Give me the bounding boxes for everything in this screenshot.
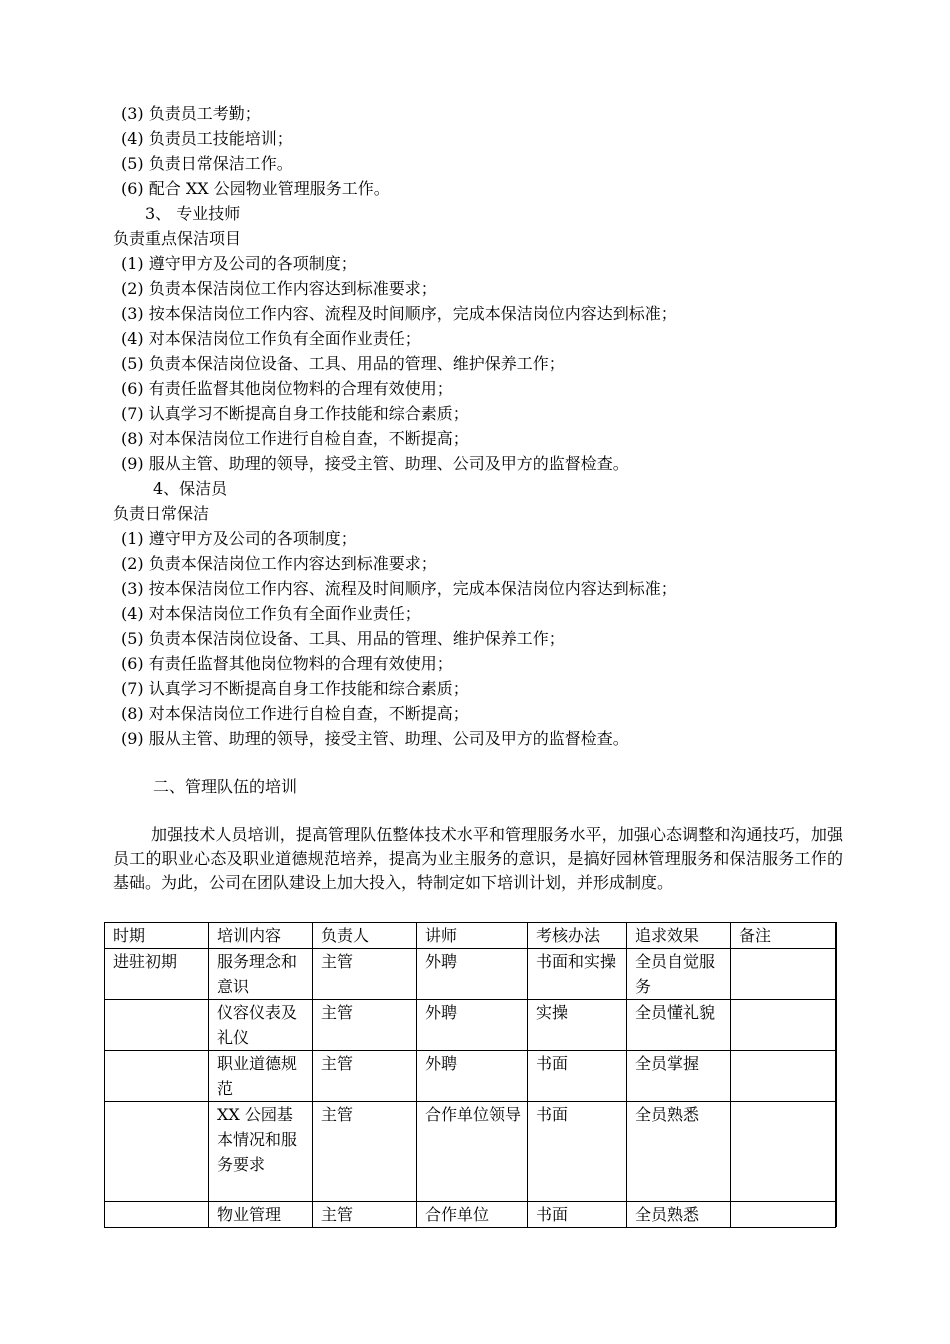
- table-header-row: [105, 923, 836, 949]
- table-cell: 全员掌握: [627, 1051, 731, 1102]
- table-cell: 主管: [313, 949, 417, 1000]
- column-header: 考核办法: [528, 923, 627, 949]
- list-item: (9) 服从主管、助理的领导，接受主管、助理、公司及甲方的监督检查。: [121, 729, 629, 748]
- table-cell: [731, 1102, 836, 1202]
- table-cell: 主管: [313, 1102, 417, 1202]
- list-item: (4) 负责员工技能培训；: [121, 129, 293, 148]
- section-heading: 4、保洁员: [153, 479, 228, 498]
- list-item: (5) 负责本保洁岗位设备、工具、用品的管理、维护保养工作；: [121, 354, 565, 373]
- table-right-border: [835, 922, 837, 1227]
- table-cell: 进驻初期: [105, 949, 209, 1000]
- table-cell: [105, 1202, 209, 1228]
- table-row: [105, 949, 836, 1000]
- table-cell: 服务理念和意识: [209, 949, 313, 1000]
- table-cell: [105, 1102, 209, 1202]
- table-cell: 全员自觉服务: [627, 949, 731, 1000]
- table-cell: 物业管理: [209, 1202, 313, 1228]
- list-item: (6) 有责任监督其他岗位物料的合理有效使用；: [121, 379, 453, 398]
- table-row: [105, 1000, 836, 1051]
- list-item: (6) 配合 XX 公园物业管理服务工作。: [121, 179, 390, 198]
- list-item: (4) 对本保洁岗位工作负有全面作业责任；: [121, 329, 421, 348]
- table-cell: 主管: [313, 1202, 417, 1228]
- table-row: [105, 1102, 836, 1202]
- table-cell: [105, 1051, 209, 1102]
- list-item: (1) 遵守甲方及公司的各项制度；: [121, 529, 357, 548]
- table-cell: 合作单位领导: [417, 1102, 528, 1202]
- list-item: (4) 对本保洁岗位工作负有全面作业责任；: [121, 604, 421, 623]
- table-cell: [731, 1202, 836, 1228]
- column-header: 追求效果: [627, 923, 731, 949]
- table-cell: 仪容仪表及礼仪: [209, 1000, 313, 1051]
- section-heading: 二、管理队伍的培训: [153, 777, 298, 796]
- table-cell: 合作单位: [417, 1202, 528, 1228]
- table-cell: 外聘: [417, 949, 528, 1000]
- table-cell: 外聘: [417, 1051, 528, 1102]
- list-item: (7) 认真学习不断提高自身工作技能和综合素质；: [121, 404, 469, 423]
- table-cell: [731, 1051, 836, 1102]
- table-cell: 外聘: [417, 1000, 528, 1051]
- list-item: (9) 服从主管、助理的领导，接受主管、助理、公司及甲方的监督检查。: [121, 454, 629, 473]
- list-item: (2) 负责本保洁岗位工作内容达到标准要求；: [121, 554, 437, 573]
- list-item: (2) 负责本保洁岗位工作内容达到标准要求；: [121, 279, 437, 298]
- column-header: 备注: [731, 923, 836, 949]
- table-cell: 职业道德规范: [209, 1051, 313, 1102]
- list-item: (3) 按本保洁岗位工作内容、流程及时间顺序，完成本保洁岗位内容达到标准；: [121, 304, 677, 323]
- intro-paragraph: 加强技术人员培训，提高管理队伍整体技术水平和管理服务水平，加强心态调整和沟通技巧，加强员工的职业心态及职业道德规范培养，提高为业主服务的意识，是搞好园林管理服务和保洁服务工作的基础。为此，公司在团队建设上加大投入，特制定如下培训计划，并形成制度。: [113, 825, 843, 892]
- table-cell: 书面: [528, 1202, 627, 1228]
- list-item: (8) 对本保洁岗位工作进行自检自查，不断提高；: [121, 429, 469, 448]
- table-cell: [731, 949, 836, 1000]
- table-cell: 实操: [528, 1000, 627, 1051]
- section-heading: 3、 专业技师: [145, 204, 241, 223]
- column-header: 讲师: [417, 923, 528, 949]
- table-row: [105, 1202, 836, 1228]
- list-item: (3) 负责员工考勤；: [121, 104, 261, 123]
- table-cell: 书面: [528, 1102, 627, 1202]
- table-cell: 全员熟悉: [627, 1202, 731, 1228]
- list-item: (7) 认真学习不断提高自身工作技能和综合素质；: [121, 679, 469, 698]
- section-subtitle: 负责重点保洁项目: [113, 229, 242, 248]
- table-cell: [731, 1000, 836, 1051]
- table-cell: 主管: [313, 1000, 417, 1051]
- list-item: (1) 遵守甲方及公司的各项制度；: [121, 254, 357, 273]
- table-cell: 书面和实操: [528, 949, 627, 1000]
- table-cell: 全员懂礼貌: [627, 1000, 731, 1051]
- table-cell: XX 公园基本情况和服务要求: [209, 1102, 313, 1202]
- list-item: (8) 对本保洁岗位工作进行自检自查，不断提高；: [121, 704, 469, 723]
- table-row: [105, 1051, 836, 1102]
- column-header: 时期: [105, 923, 209, 949]
- table-cell: 全员熟悉: [627, 1102, 731, 1202]
- column-header: 负责人: [313, 923, 417, 949]
- table-cell: [105, 1000, 209, 1051]
- table-cell: 书面: [528, 1051, 627, 1102]
- section-subtitle: 负责日常保洁: [113, 504, 210, 523]
- list-item: (5) 负责本保洁岗位设备、工具、用品的管理、维护保养工作；: [121, 629, 565, 648]
- training-plan-table: [104, 922, 836, 1228]
- table-cell: 主管: [313, 1051, 417, 1102]
- list-item: (5) 负责日常保洁工作。: [121, 154, 293, 173]
- list-item: (6) 有责任监督其他岗位物料的合理有效使用；: [121, 654, 453, 673]
- column-header: 培训内容: [209, 923, 313, 949]
- list-item: (3) 按本保洁岗位工作内容、流程及时间顺序，完成本保洁岗位内容达到标准；: [121, 579, 677, 598]
